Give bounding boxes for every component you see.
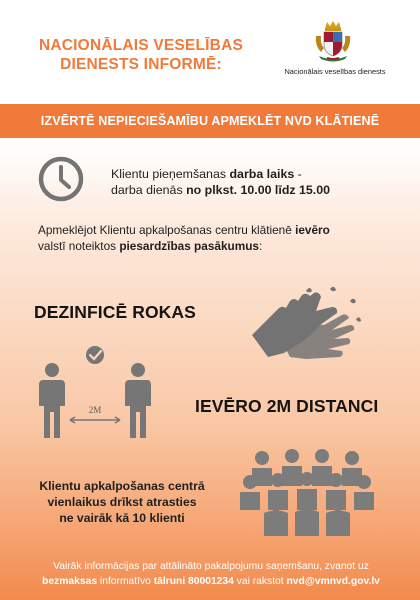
intro-line-1: [38, 222, 388, 238]
intro-text-2-end: :: [258, 239, 263, 253]
crowd-icon: [240, 446, 380, 536]
clock-icon: [38, 156, 84, 202]
working-hours-line-2: [111, 182, 401, 198]
intro-bold-1: ievēro: [295, 223, 330, 237]
org-name: Nacionālais veselības dienests: [284, 67, 386, 76]
headline-line-1: NACIONĀLAIS VESELĪBAS: [39, 37, 243, 54]
footer-contact: [16, 559, 406, 589]
intro-line-2: [38, 238, 388, 254]
headline-line-2: DIENESTS INFORMĒ:: [60, 56, 222, 73]
hours-text-2: darba dienās: [111, 183, 187, 197]
two-people-distance-icon: [30, 346, 160, 442]
distance-title: IEVĒRO 2M DISTANCI: [195, 396, 379, 416]
hours-bold-1: darba laiks: [229, 167, 295, 181]
capacity-notice: [24, 478, 220, 526]
footer-bold-free: bezmaksas: [42, 576, 98, 587]
footer-email[interactable]: nvd@vmnvd.gov.lv: [286, 576, 380, 587]
capacity-line-3: ne vairāk kā 10 klienti: [59, 511, 185, 525]
intro-text-1: Apmeklējot Klientu apkalpošanas centru klātienē: [38, 223, 296, 237]
capacity-line-1: Klientu apkalpošanas centrā: [39, 479, 205, 493]
precautions-intro: [38, 222, 388, 254]
footer-mid-2: vai rakstot: [233, 576, 287, 587]
capacity-line-2: vienlaikus drīkst atrasties: [47, 495, 197, 509]
header: [0, 0, 420, 100]
disinfect-hands-title: DEZINFICĒ ROKAS: [34, 302, 196, 322]
headline: [26, 36, 256, 74]
intro-text-2: valstī noteiktos: [38, 239, 120, 253]
hours-text-1-end: -: [294, 167, 302, 181]
working-hours-line-1: [111, 166, 401, 182]
footer-mid-1: informatīvo: [97, 576, 154, 587]
footer-line-2: [16, 574, 406, 589]
latvia-coat-of-arms-icon: [313, 20, 353, 62]
washing-hands-icon: [246, 285, 366, 360]
hours-bold-2: no plkst. 10.00 līdz 15.00: [186, 183, 331, 197]
footer-line-1: Vairāk informācijas par attālināto pakalpojumu saņemšanu, zvanot uz: [53, 561, 369, 572]
working-hours: [111, 166, 401, 198]
intro-bold-2: piesardzības pasākumus: [119, 239, 259, 253]
hours-text-1: Klientu pieņemšanas: [111, 167, 230, 181]
distance-label: 2M: [88, 405, 102, 415]
footer-phone[interactable]: tālruni 80001234: [153, 576, 234, 587]
banner: IZVĒRTĒ NEPIECIEŠAMĪBU APMEKLĒT NVD KLĀTIENĒ: [0, 104, 420, 138]
